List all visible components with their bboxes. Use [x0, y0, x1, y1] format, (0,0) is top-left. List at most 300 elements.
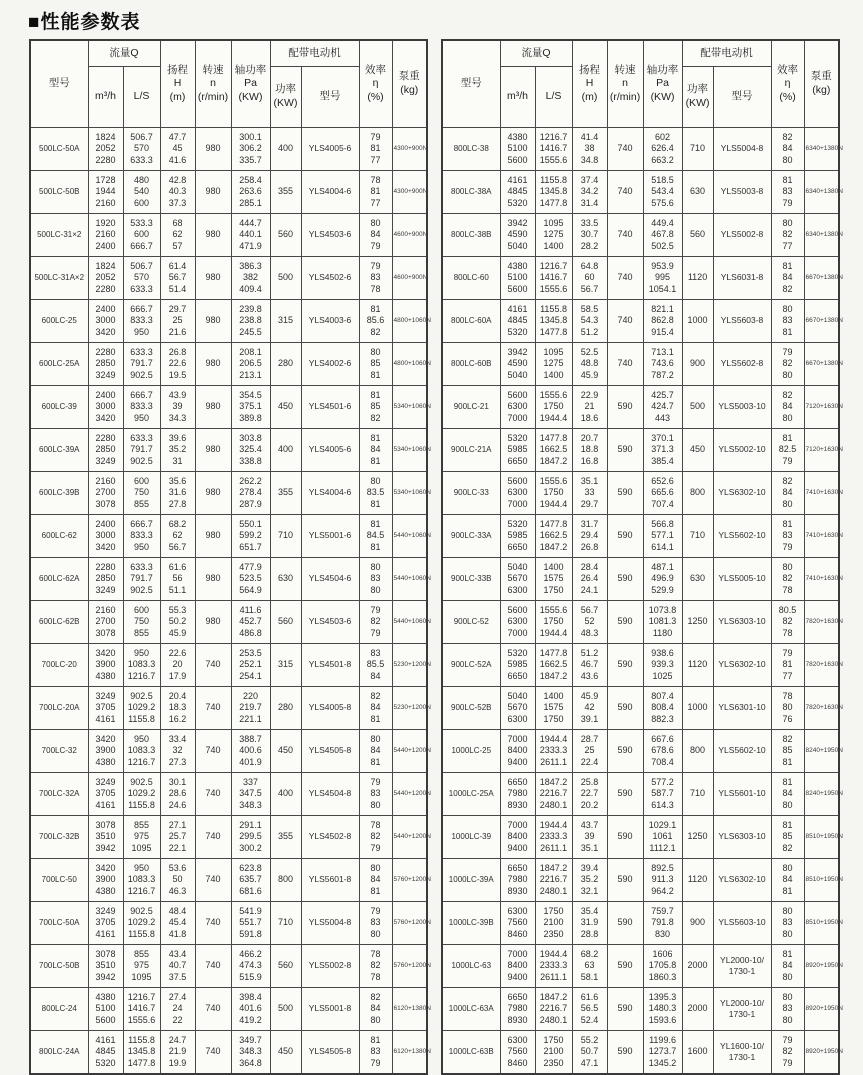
value-line: 1029.2 [127, 917, 156, 928]
value-line: 575.6 [651, 197, 674, 208]
efficiency-cell [359, 687, 392, 730]
value-line: 3078 [95, 819, 116, 830]
shaft-power-cell [231, 257, 270, 300]
value-line: 82.5 [778, 444, 797, 455]
table-row [442, 902, 839, 945]
shaft-power-cell [643, 171, 682, 214]
col-flow-ls: L/S [535, 67, 572, 128]
value-line: 61.4 [168, 260, 187, 271]
table-row [30, 128, 427, 171]
model-cell: 1000LC-63 [442, 945, 500, 988]
value-line: 24.7 [168, 1034, 187, 1045]
efficiency-cell [359, 257, 392, 300]
table-row [442, 601, 839, 644]
weight-cell: 6670+1380N [804, 343, 839, 386]
value-line: 79 [370, 776, 381, 787]
value-line: 1477.8 [539, 197, 568, 208]
efficiency-cell [771, 644, 804, 687]
value-line: 626.4 [651, 143, 674, 154]
value-line: 82 [370, 991, 381, 1002]
value-line: 2700 [95, 616, 116, 627]
value-line: 401.6 [239, 1003, 262, 1014]
value-line: 2280 [95, 283, 116, 294]
efficiency-cell [771, 1031, 804, 1075]
value-line: 4845 [95, 1046, 116, 1057]
value-line: 1073.8 [648, 604, 677, 615]
value-line: 77 [370, 197, 381, 208]
motor-model-cell: YLS4503-6 [301, 214, 359, 257]
value-line: 81 [782, 174, 793, 185]
value-line: 411.6 [239, 604, 262, 615]
shaft-power-cell [231, 1031, 270, 1075]
value-line: 82 [370, 831, 381, 842]
head-cell [160, 515, 195, 558]
speed-cell: 740 [195, 988, 231, 1031]
value-line: 382 [243, 272, 259, 283]
value-line: 84 [782, 960, 793, 971]
weight-cell: 7120+1630N [804, 386, 839, 429]
value-line: 22.6 [168, 647, 187, 658]
shaft-power-cell [231, 472, 270, 515]
value-line: 7980 [507, 874, 528, 885]
value-line: 633.3 [130, 154, 153, 165]
value-line: 21.9 [168, 1046, 187, 1057]
value-line: 902.5 [130, 776, 153, 787]
table-row [30, 429, 427, 472]
value-line: 26.4 [580, 573, 599, 584]
value-line: 79 [782, 455, 793, 466]
value-line: 84 [782, 401, 793, 412]
motor-power-cell: 355 [270, 472, 301, 515]
value-line: 707.4 [651, 498, 674, 509]
motor-power-cell: 560 [682, 214, 713, 257]
value-line: 7000 [507, 819, 528, 830]
value-line: 7980 [507, 788, 528, 799]
motor-power-cell: 450 [270, 730, 301, 773]
table-row [442, 515, 839, 558]
flow-m3h-cell [500, 945, 535, 988]
value-line: 82 [370, 960, 381, 971]
flow-m3h-cell [88, 945, 123, 988]
value-line: 80 [370, 733, 381, 744]
motor-model-cell: YLS4501-8 [301, 644, 359, 687]
value-line: 1400 [543, 240, 564, 251]
value-line: 2480.1 [539, 885, 568, 896]
value-line: 518.5 [651, 174, 674, 185]
value-line: 22 [172, 1014, 183, 1025]
table-row [442, 1031, 839, 1075]
value-line: 1400 [543, 690, 564, 701]
value-line: 9400 [507, 842, 528, 853]
value-line: 254.1 [239, 670, 262, 681]
value-line: 40.7 [168, 960, 187, 971]
model-cell: 600LC-62A [30, 558, 88, 601]
value-line: 1480.3 [648, 1003, 677, 1014]
shaft-power-cell [231, 773, 270, 816]
flow-ls-cell [535, 386, 572, 429]
flow-ls-cell [123, 429, 160, 472]
value-line: 409.4 [239, 283, 262, 294]
value-line: 591.8 [239, 928, 262, 939]
value-line: 5600 [507, 389, 528, 400]
motor-power-cell: 315 [270, 644, 301, 687]
value-line: 62 [172, 530, 183, 541]
value-line: 2350 [543, 928, 564, 939]
flow-ls-cell [123, 257, 160, 300]
motor-model-cell: YLS4005-6 [301, 128, 359, 171]
flow-ls-cell [535, 644, 572, 687]
value-line: 34.8 [580, 154, 599, 165]
value-line: 830 [655, 928, 671, 939]
value-line: 2611.1 [540, 971, 567, 982]
value-line: 43.6 [580, 670, 599, 681]
motor-model-cell: YLS4005-6 [301, 429, 359, 472]
value-line: 635.7 [239, 874, 262, 885]
table-row [442, 816, 839, 859]
value-line: 337 [243, 776, 259, 787]
value-line: 68.2 [168, 518, 187, 529]
value-line: 80 [782, 862, 793, 873]
col-model: 型号 [30, 40, 88, 128]
head-cell [572, 730, 607, 773]
value-line: 85.6 [366, 315, 385, 326]
col-motor-group: 配带电动机 [682, 40, 771, 67]
value-line: 8930 [507, 799, 528, 810]
weight-cell: 5340+1060N [392, 386, 427, 429]
value-line: 444.7 [239, 217, 262, 228]
model-cell: 900LC-33B [442, 558, 500, 601]
value-line: 25 [584, 745, 595, 756]
value-line: 18.6 [580, 412, 599, 423]
head-cell [160, 171, 195, 214]
value-line: 29.7 [168, 303, 187, 314]
value-line: 263.6 [239, 186, 262, 197]
value-line: 61.6 [168, 561, 187, 572]
value-line: 58.5 [580, 303, 599, 314]
value-line: 2333.3 [539, 831, 568, 842]
value-line: 443 [655, 412, 671, 423]
shaft-power-cell [231, 644, 270, 687]
flow-ls-cell [123, 859, 160, 902]
value-line: 27.4 [168, 991, 187, 1002]
speed-cell: 590 [607, 902, 643, 945]
table-row [30, 859, 427, 902]
value-line: 78 [370, 948, 381, 959]
efficiency-cell [359, 644, 392, 687]
value-line: 28.7 [580, 733, 599, 744]
value-line: 902.5 [130, 905, 153, 916]
value-line: 371.3 [651, 444, 674, 455]
flow-m3h-cell [88, 773, 123, 816]
value-line: 1400 [543, 561, 564, 572]
flow-m3h-cell [88, 257, 123, 300]
value-line: 8930 [507, 885, 528, 896]
value-line: 40.3 [168, 186, 187, 197]
motor-model-cell: YLS5001-8 [301, 988, 359, 1031]
shaft-power-cell [643, 816, 682, 859]
value-line: 1847.2 [539, 670, 568, 681]
value-line: 46.7 [580, 659, 599, 670]
value-line: 22.7 [580, 788, 599, 799]
value-line: 39.4 [580, 862, 599, 873]
value-line: 1477.8 [127, 1057, 156, 1068]
motor-model-cell: YL2000-10/ 1730-1 [713, 945, 771, 988]
shaft-power-cell [643, 687, 682, 730]
value-line: 4380 [507, 260, 528, 271]
value-line: 506.7 [130, 260, 153, 271]
value-line: 82 [782, 573, 793, 584]
value-line: 791.7 [130, 358, 153, 369]
motor-power-cell: 280 [270, 343, 301, 386]
value-line: 882.3 [651, 713, 674, 724]
flow-m3h-cell [500, 429, 535, 472]
value-line: 79 [370, 1057, 381, 1068]
value-line: 5985 [507, 659, 528, 670]
value-line: 6300 [507, 584, 528, 595]
value-line: 388.7 [239, 733, 262, 744]
efficiency-cell [771, 859, 804, 902]
value-line: 79 [782, 1034, 793, 1045]
value-line: 855 [133, 948, 150, 959]
shaft-power-cell [643, 730, 682, 773]
head-cell [160, 988, 195, 1031]
value-line: 2333.3 [539, 960, 568, 971]
head-cell [572, 429, 607, 472]
value-line: 63 [584, 960, 595, 971]
efficiency-cell [771, 257, 804, 300]
weight-cell: 6340+1380N [804, 214, 839, 257]
value-line: 80 [782, 217, 793, 228]
model-cell: 800LC-60A [442, 300, 500, 343]
value-line: 3078 [95, 948, 116, 959]
value-line: 8400 [507, 831, 528, 842]
value-line: 1416.7 [127, 1003, 156, 1014]
value-line: 2280 [95, 346, 116, 357]
value-line: 84.5 [366, 530, 385, 541]
flow-m3h-cell [500, 257, 535, 300]
value-line: 287.9 [239, 498, 262, 509]
value-line: 33 [584, 487, 595, 498]
flow-m3h-cell [500, 859, 535, 902]
table-row [30, 902, 427, 945]
flow-ls-cell [535, 343, 572, 386]
value-line: 53.6 [168, 862, 187, 873]
value-line: 1345.8 [539, 315, 568, 326]
value-line: 81 [782, 518, 793, 529]
speed-cell: 590 [607, 644, 643, 687]
value-line: 964.2 [651, 885, 674, 896]
value-line: 80 [370, 561, 381, 572]
flow-ls-cell [535, 601, 572, 644]
value-line: 713.1 [651, 346, 674, 357]
flow-ls-cell [535, 128, 572, 171]
table-row [30, 945, 427, 988]
value-line: 55.3 [168, 604, 187, 615]
value-line: 20.2 [580, 799, 599, 810]
flow-m3h-cell [500, 644, 535, 687]
value-line: 354.5 [239, 389, 262, 400]
value-line: 1750 [543, 487, 564, 498]
motor-power-cell: 400 [270, 128, 301, 171]
value-line: 4161 [95, 928, 116, 939]
value-line: 21 [584, 401, 595, 412]
value-line: 1275 [543, 229, 564, 240]
col-head: 扬程 H (m) [160, 40, 195, 128]
flow-m3h-cell [500, 816, 535, 859]
table-row [30, 644, 427, 687]
value-line: 1095 [131, 971, 152, 982]
value-line: 81 [370, 186, 381, 197]
value-line: 3420 [95, 412, 116, 423]
value-line: 81 [782, 756, 793, 767]
value-line: 1847.2 [539, 991, 568, 1002]
value-line: 45.9 [580, 690, 599, 701]
value-line: 3510 [95, 960, 116, 971]
value-line: 82 [782, 733, 793, 744]
value-line: 6300 [507, 487, 528, 498]
value-line: 19.5 [168, 369, 187, 380]
value-line: 48.3 [580, 627, 599, 638]
head-cell [572, 214, 607, 257]
shaft-power-cell [231, 945, 270, 988]
head-cell [572, 128, 607, 171]
spec-table-right [441, 39, 843, 1075]
value-line: 665.6 [651, 487, 674, 498]
value-line: 82 [370, 690, 381, 701]
motor-model-cell: YLS5603-8 [713, 300, 771, 343]
weight-cell: 5440+1060N [392, 558, 427, 601]
value-line: 80 [782, 498, 793, 509]
value-line: 855 [133, 627, 150, 638]
value-line: 1477.8 [539, 647, 568, 658]
motor-power-cell: 2000 [682, 988, 713, 1031]
model-cell: 700LC-20 [30, 644, 88, 687]
value-line: 4845 [507, 315, 528, 326]
value-line: 80 [782, 369, 793, 380]
value-line: 4161 [95, 1034, 116, 1045]
weight-cell: 8510+1950N [804, 859, 839, 902]
flow-m3h-cell [500, 730, 535, 773]
efficiency-cell [359, 773, 392, 816]
value-line: 285.1 [239, 197, 262, 208]
value-line: 1400 [543, 369, 564, 380]
col-shaft-power: 轴功率 Pa (KW) [231, 40, 270, 128]
col-efficiency: 效率 η (%) [771, 40, 804, 128]
value-line: 3249 [95, 584, 116, 595]
flow-m3h-cell [88, 730, 123, 773]
value-line: 22.9 [580, 389, 599, 400]
model-cell: 900LC-21 [442, 386, 500, 429]
value-line: 480 [133, 174, 150, 185]
flow-ls-cell [123, 945, 160, 988]
value-line: 3249 [95, 455, 116, 466]
value-line: 5320 [507, 197, 528, 208]
efficiency-cell [359, 171, 392, 214]
motor-model-cell: YLS4502-8 [301, 816, 359, 859]
efficiency-cell [771, 515, 804, 558]
efficiency-cell [771, 687, 804, 730]
motor-model-cell: YLS5002-8 [301, 945, 359, 988]
value-line: 80 [370, 346, 381, 357]
flow-ls-cell [535, 773, 572, 816]
value-line: 1155.8 [128, 799, 155, 810]
weight-cell: 7410+1630N [804, 515, 839, 558]
value-line: 84 [370, 229, 381, 240]
value-line: 633.3 [130, 432, 153, 443]
flow-m3h-cell [88, 1031, 123, 1075]
value-line: 474.3 [239, 960, 262, 971]
model-cell: 900LC-52 [442, 601, 500, 644]
speed-cell: 980 [195, 601, 231, 644]
value-line: 2280 [95, 561, 116, 572]
value-line: 39 [172, 401, 183, 412]
value-line: 1575 [543, 702, 564, 713]
value-line: 21.6 [168, 326, 187, 337]
flow-ls-cell [123, 386, 160, 429]
value-line: 81 [370, 756, 381, 767]
value-line: 614.3 [651, 799, 674, 810]
table-row [30, 816, 427, 859]
value-line: 4161 [95, 713, 116, 724]
value-line: 550.1 [239, 518, 262, 529]
value-line: 3420 [95, 733, 116, 744]
efficiency-cell [771, 730, 804, 773]
value-line: 1199.6 [649, 1034, 676, 1045]
efficiency-cell [359, 386, 392, 429]
value-line: 5600 [507, 604, 528, 615]
value-line: 81 [370, 518, 381, 529]
value-line: 27.8 [168, 498, 187, 509]
value-line: 1095 [543, 217, 564, 228]
value-line: 2216.7 [539, 874, 568, 885]
value-line: 5100 [507, 272, 528, 283]
value-line: 4590 [507, 358, 528, 369]
value-line: 52 [584, 616, 595, 627]
value-line: 80 [782, 412, 793, 423]
value-line: 82 [782, 842, 793, 853]
shaft-power-cell [643, 257, 682, 300]
value-line: 1112.1 [649, 842, 676, 853]
value-line: 3249 [95, 905, 116, 916]
motor-model-cell: YLS4002-6 [301, 343, 359, 386]
value-line: 1847.2 [539, 862, 568, 873]
head-cell [160, 902, 195, 945]
table-row [30, 988, 427, 1031]
value-line: 1477.8 [539, 432, 568, 443]
flow-m3h-cell [500, 902, 535, 945]
weight-cell: 6670+1380N [804, 300, 839, 343]
value-line: 48.4 [168, 905, 187, 916]
value-line: 37.5 [168, 971, 187, 982]
value-line: 41.6 [168, 154, 187, 165]
value-line: 47.7 [168, 131, 187, 142]
value-line: 76 [782, 713, 793, 724]
value-line: 81 [782, 326, 793, 337]
value-line: 28.6 [168, 788, 187, 799]
shaft-power-cell [231, 300, 270, 343]
value-line: 83 [782, 315, 793, 326]
motor-model-cell: YLS6303-10 [713, 601, 771, 644]
motor-power-cell: 450 [270, 1031, 301, 1075]
motor-model-cell: YLS6302-10 [713, 644, 771, 687]
value-line: 1083.3 [127, 745, 156, 756]
value-line: 551.7 [239, 917, 262, 928]
value-line: 4845 [507, 186, 528, 197]
flow-ls-cell [535, 515, 572, 558]
table-row [442, 773, 839, 816]
value-line: 50.7 [580, 1046, 599, 1057]
value-line: 995 [655, 272, 671, 283]
